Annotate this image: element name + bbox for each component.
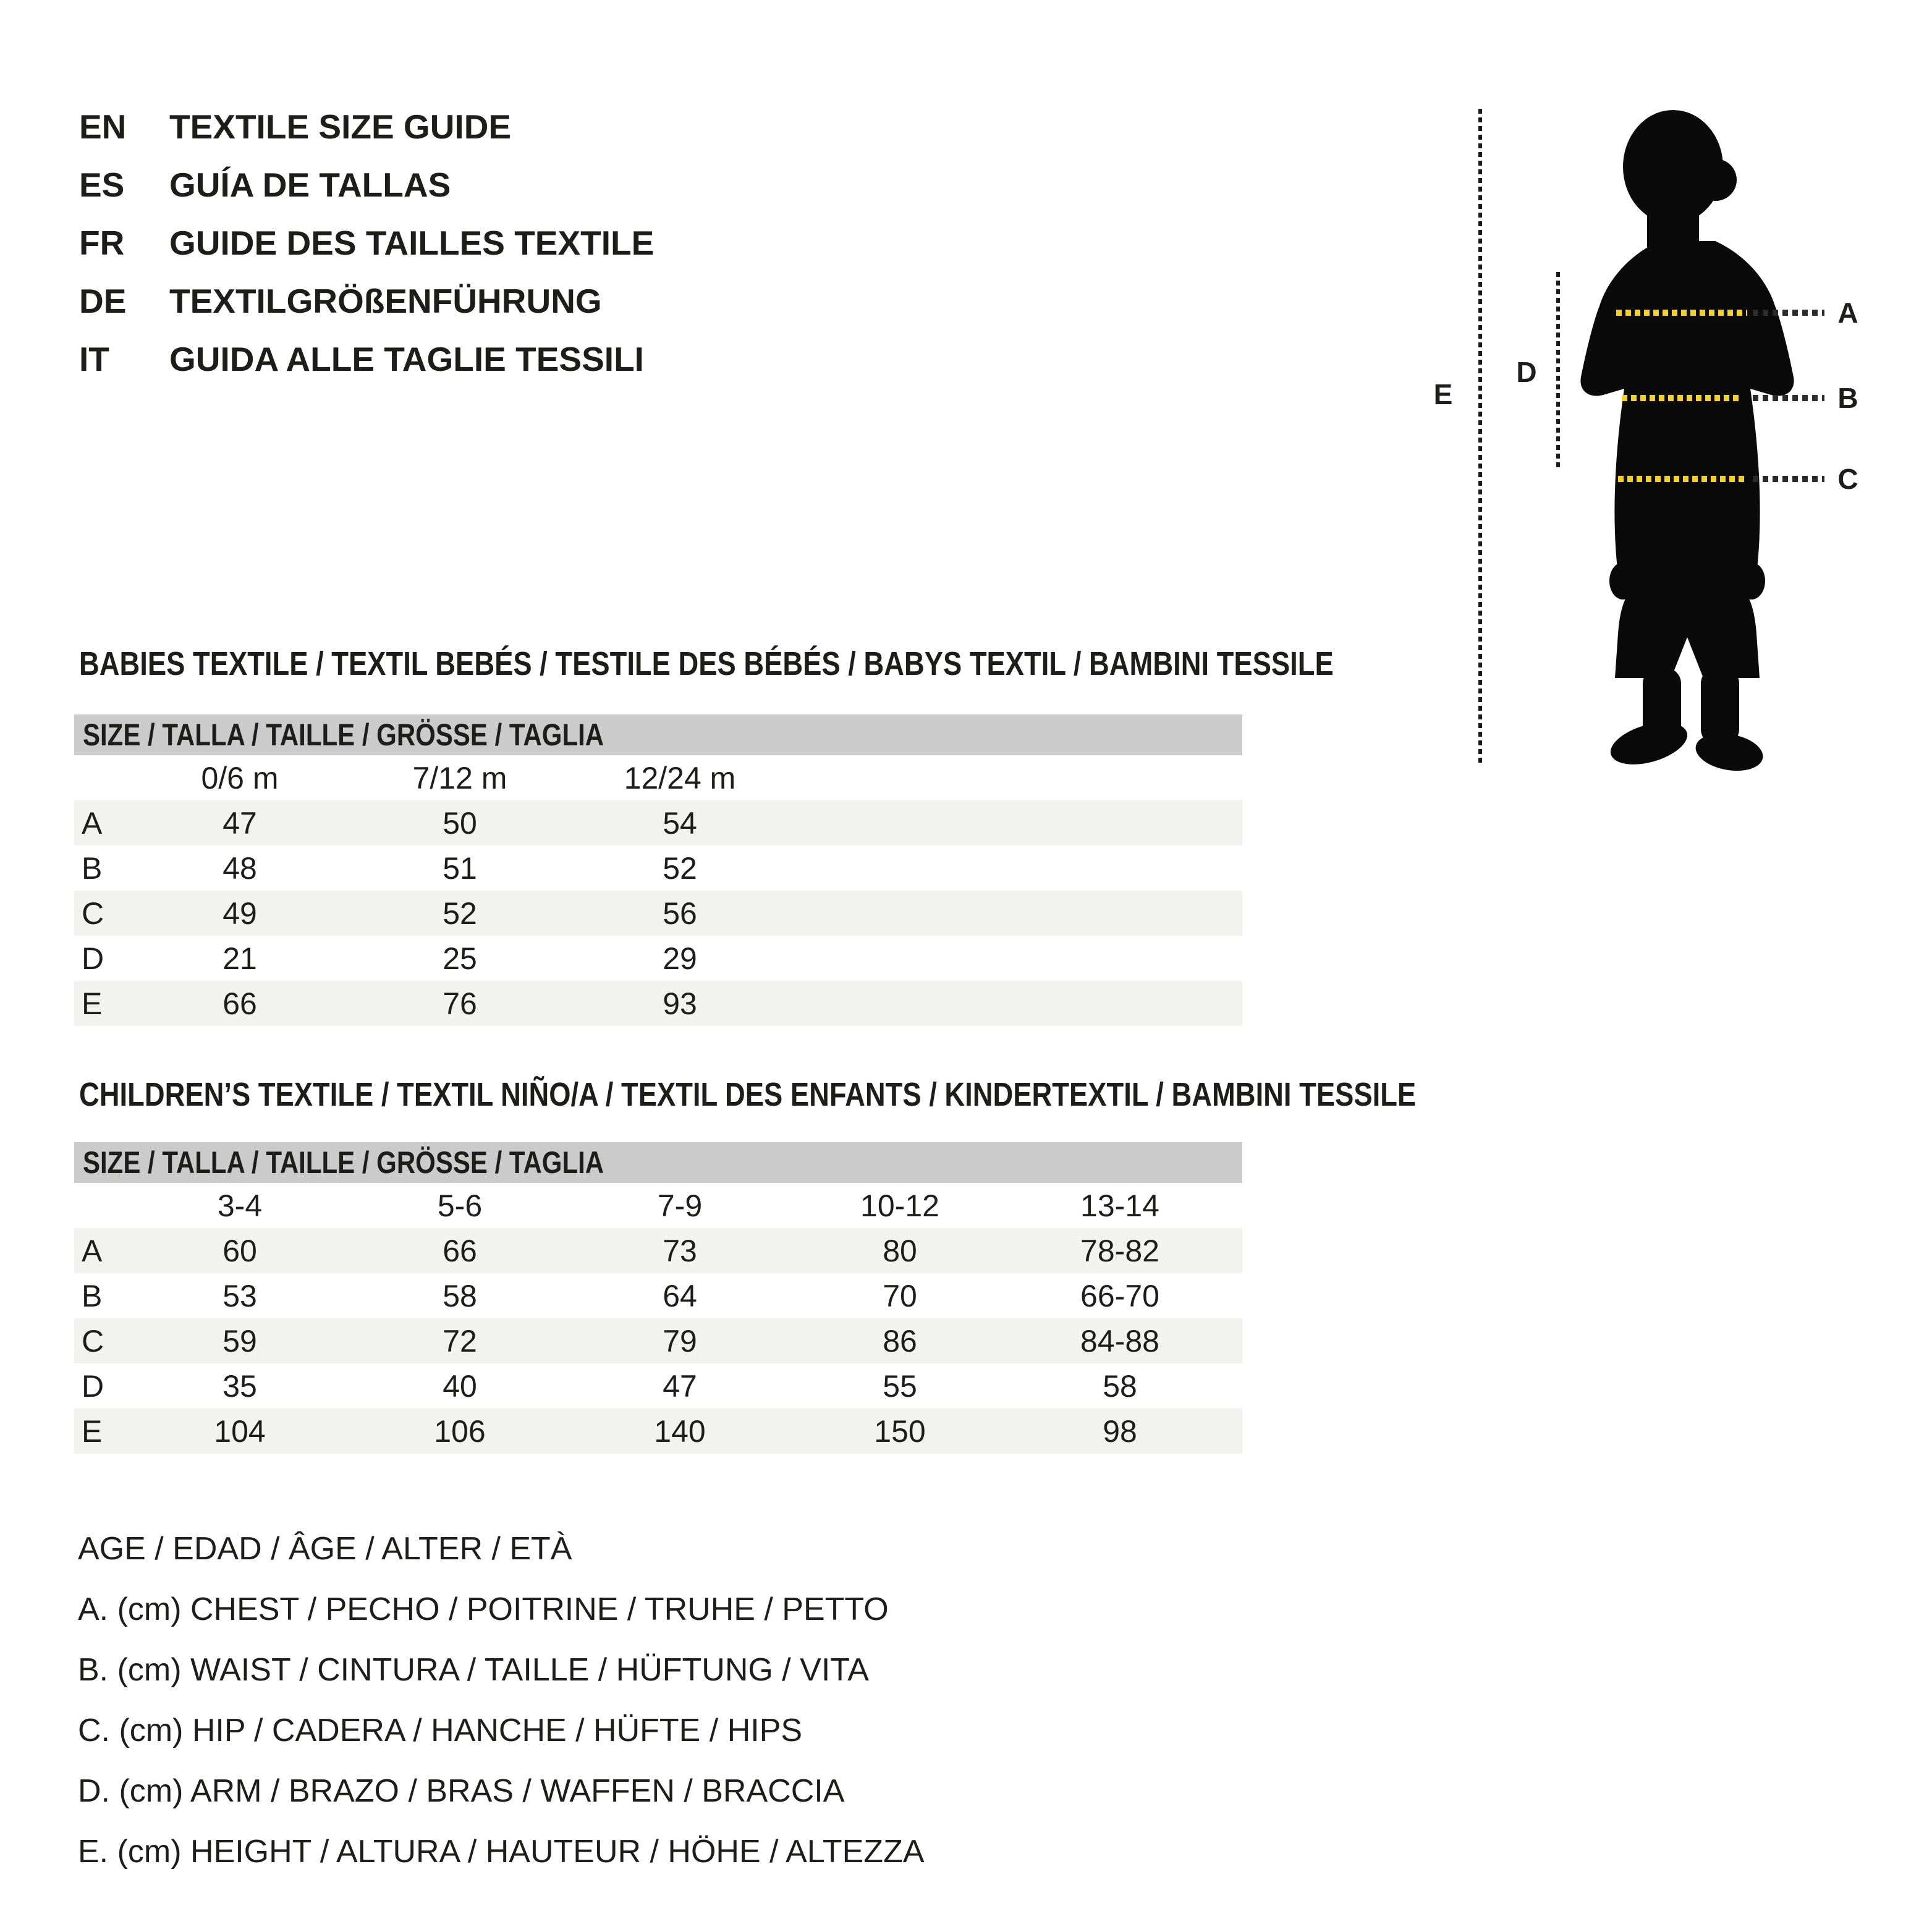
cell-value: 66	[443, 1233, 477, 1268]
cell-value: 86	[883, 1323, 917, 1358]
cell-value: 58	[1103, 1368, 1137, 1404]
cell-value: 78-82	[1080, 1233, 1159, 1268]
row-label: B	[82, 1278, 103, 1313]
chest-measure-line-dark	[1753, 310, 1824, 316]
table-row	[74, 800, 1242, 845]
legend-row-arm	[78, 1761, 925, 1821]
children-section-title-text: CHILDREN’S TEXTILE / TEXTIL NIÑO/A / TEXTIL DES ENFANTS / KINDERTEXTIL / BAMBINI TESSILE	[79, 1076, 1417, 1113]
cell-value: 70	[883, 1278, 917, 1313]
cell-value: 93	[663, 986, 697, 1021]
legend-row-hip	[78, 1700, 925, 1761]
cell-value: 104	[214, 1413, 266, 1449]
cell-value: 50	[443, 805, 477, 841]
cell-value: 49	[222, 896, 257, 931]
children-table-header-bar	[74, 1142, 1242, 1183]
cell-value: 106	[434, 1413, 486, 1449]
table-row	[74, 1363, 1242, 1409]
children-col-5-6: 5-6	[437, 1188, 483, 1223]
cell-value: 140	[654, 1413, 706, 1449]
babies-section-title-text: BABIES TEXTILE / TEXTIL BEBÉS / TESTILE DES BÉBÉS / BABYS TEXTIL / BAMBINI TESSILE	[79, 645, 1334, 682]
table-row	[74, 1228, 1242, 1273]
chest-measure-line-yellow	[1616, 310, 1747, 316]
babies-table-header-bar	[74, 714, 1242, 755]
hip-measure-line-yellow	[1618, 476, 1745, 482]
children-column-header-row	[74, 1183, 1242, 1228]
children-section-title	[79, 1074, 1671, 1115]
measure-label-B: B	[1837, 382, 1858, 414]
cell-value: 55	[883, 1368, 917, 1404]
cell-value: 59	[222, 1323, 257, 1358]
cell-value: 66	[222, 986, 257, 1021]
children-size-table	[74, 1142, 1242, 1454]
row-label: D	[82, 941, 104, 976]
cell-value: 52	[443, 896, 477, 931]
table-row	[74, 981, 1242, 1026]
row-label: A	[82, 1233, 103, 1268]
guide-title-en: TEXTILE SIZE GUIDE	[169, 108, 512, 146]
table-row	[74, 1409, 1242, 1454]
legend-row-waist	[78, 1640, 925, 1700]
measure-label-C: C	[1837, 463, 1858, 495]
cell-value: 58	[443, 1278, 477, 1313]
children-col-10-12: 10-12	[860, 1188, 939, 1223]
lang-row-it	[79, 330, 654, 388]
cell-value: 98	[1103, 1413, 1137, 1449]
lang-code: ES	[79, 166, 125, 204]
cell-value: 52	[663, 850, 697, 886]
cell-value: 29	[663, 941, 697, 976]
cell-value: 56	[663, 896, 697, 931]
lang-row-de	[79, 272, 654, 330]
children-col-7-9: 7-9	[657, 1188, 703, 1223]
lang-code: EN	[79, 108, 127, 146]
cell-value: 60	[222, 1233, 257, 1268]
cell-value: 84-88	[1080, 1323, 1159, 1358]
children-col-13-14: 13-14	[1080, 1188, 1159, 1223]
child-silhouette	[1570, 102, 1805, 776]
row-label: E	[82, 1413, 103, 1449]
legend-age-row	[78, 1519, 925, 1579]
table-row	[74, 891, 1242, 936]
cell-value: 150	[874, 1413, 926, 1449]
lang-code: IT	[79, 340, 109, 378]
guide-title-es: GUÍA DE TALLAS	[169, 166, 451, 204]
lang-row-fr	[79, 214, 654, 272]
measure-label-D: D	[1516, 356, 1537, 388]
cell-value: 53	[222, 1278, 257, 1313]
size-header-label: SIZE / TALLA / TAILLE / GRÖSSE / TAGLIA	[83, 718, 604, 752]
arm-measure-dotted-line-D	[1556, 272, 1560, 470]
cell-value: 35	[222, 1368, 257, 1404]
row-label: C	[82, 896, 104, 931]
cell-value: 66-70	[1080, 1278, 1159, 1313]
guide-title-it: GUIDA ALLE TAGLIE TESSILI	[169, 340, 644, 378]
babies-column-header-row	[74, 755, 1242, 800]
waist-measure-line-dark	[1753, 395, 1824, 401]
babies-col-7-12m: 7/12 m	[412, 760, 507, 795]
row-label: D	[82, 1368, 104, 1404]
row-label: B	[82, 850, 103, 886]
legend-row-height	[78, 1821, 925, 1882]
guide-title-de: TEXTILGRÖßENFÜHRUNG	[169, 282, 602, 320]
babies-col-0-6m: 0/6 m	[201, 760, 279, 795]
table-row	[74, 845, 1242, 891]
cell-value: 21	[222, 941, 257, 976]
table-row	[74, 1273, 1242, 1318]
legend-waist-text: B. (cm) WAIST / CINTURA / TAILLE / HÜFTUNG / VITA	[78, 1652, 869, 1688]
legend-chest-text: A. (cm) CHEST / PECHO / POITRINE / TRUHE / PETTO	[78, 1591, 889, 1627]
lang-code: FR	[79, 224, 125, 262]
legend-row-chest	[78, 1579, 925, 1640]
cell-value: 64	[663, 1278, 697, 1313]
table-row	[74, 1318, 1242, 1363]
cell-value: 72	[443, 1323, 477, 1358]
cell-value: 47	[663, 1368, 697, 1404]
babies-size-table	[74, 714, 1242, 1026]
table-row	[74, 936, 1242, 981]
hip-measure-line-dark	[1753, 476, 1824, 482]
measurement-legend	[78, 1519, 925, 1882]
babies-section-title	[79, 643, 1572, 684]
size-header-label: SIZE / TALLA / TAILLE / GRÖSSE / TAGLIA	[83, 1145, 604, 1180]
row-label: E	[82, 986, 103, 1021]
lang-row-en	[79, 98, 654, 156]
cell-value: 48	[222, 850, 257, 886]
cell-value: 54	[663, 805, 697, 841]
lang-row-es	[79, 156, 654, 214]
cell-value: 25	[443, 941, 477, 976]
lang-code: DE	[79, 282, 127, 320]
legend-arm-text: D. (cm) ARM / BRAZO / BRAS / WAFFEN / BRACCIA	[78, 1773, 845, 1809]
language-title-list	[79, 98, 654, 388]
measure-label-A: A	[1837, 297, 1858, 329]
waist-measure-line-yellow	[1622, 395, 1740, 401]
row-label: A	[82, 805, 103, 841]
cell-value: 73	[663, 1233, 697, 1268]
legend-hip-text: C. (cm) HIP / CADERA / HANCHE / HÜFTE / HIPS	[78, 1713, 803, 1748]
cell-value: 79	[663, 1323, 697, 1358]
cell-value: 51	[443, 850, 477, 886]
cell-value: 40	[443, 1368, 477, 1404]
babies-col-12-24m: 12/24 m	[624, 760, 736, 795]
measure-label-E: E	[1433, 378, 1453, 410]
cell-value: 80	[883, 1233, 917, 1268]
cell-value: 47	[222, 805, 257, 841]
guide-title-fr: GUIDE DES TAILLES TEXTILE	[169, 224, 655, 262]
legend-age-text: AGE / EDAD / ÂGE / ALTER / ETÀ	[78, 1531, 572, 1567]
children-col-3-4: 3-4	[217, 1188, 263, 1223]
legend-height-text: E. (cm) HEIGHT / ALTURA / HAUTEUR / HÖHE / ALTEZZA	[78, 1834, 925, 1870]
cell-value: 76	[443, 986, 477, 1021]
row-label: C	[82, 1323, 104, 1358]
